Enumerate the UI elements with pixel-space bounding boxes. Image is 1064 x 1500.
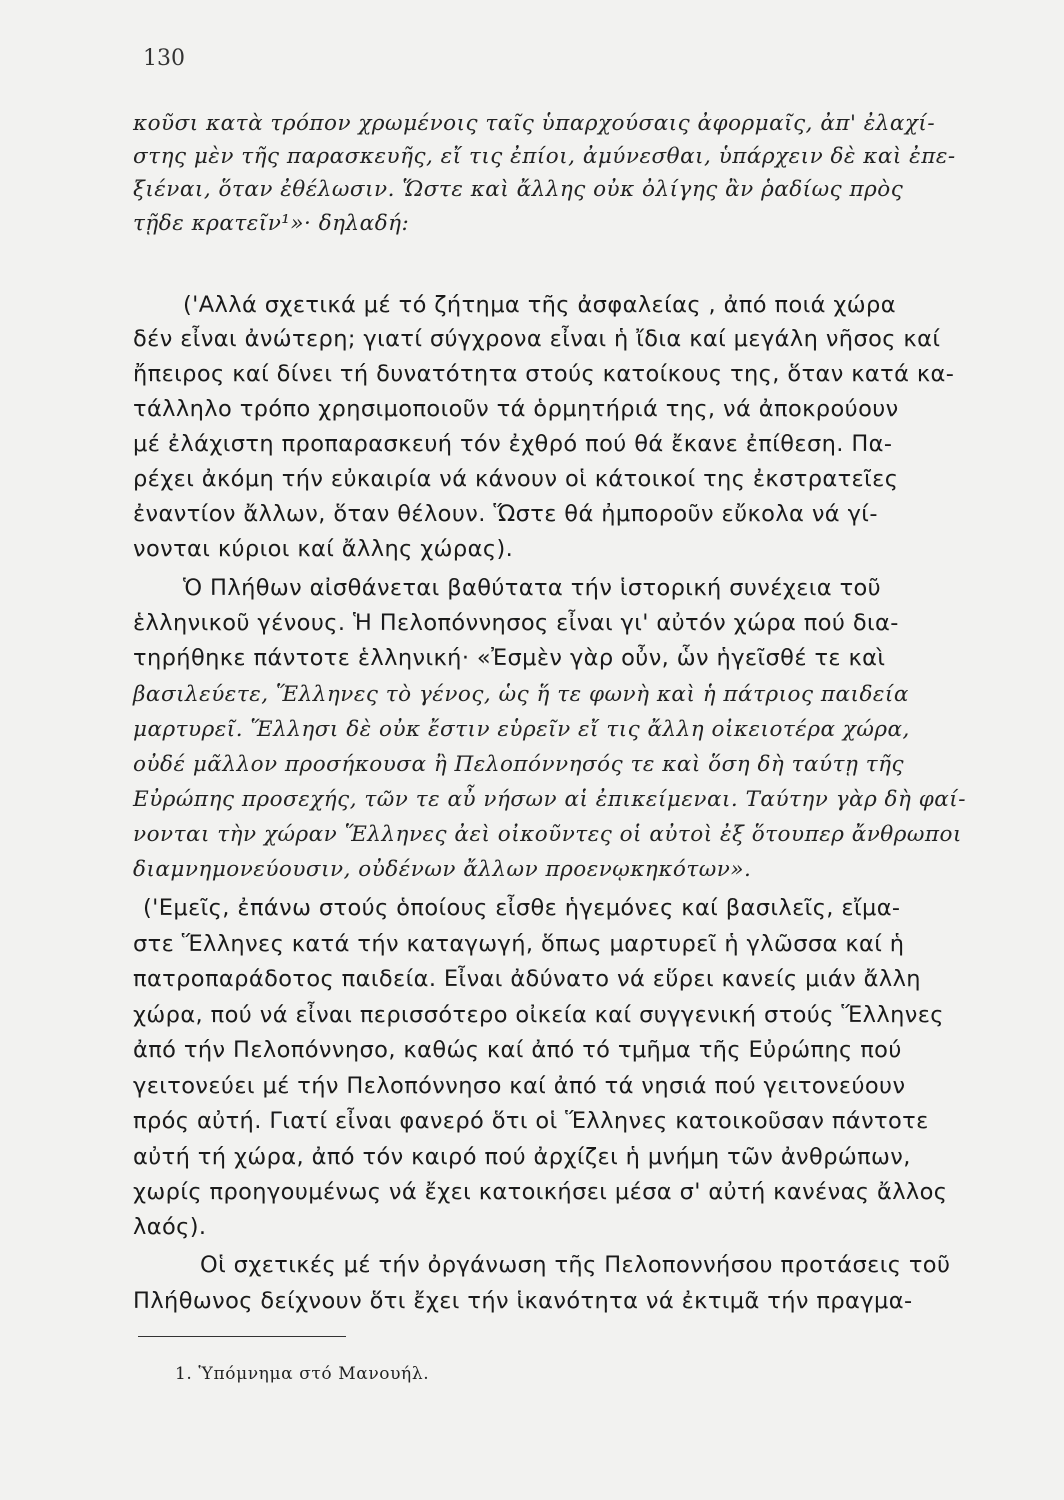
text-line: ἐναντίον ἄλλων, ὅταν θέλουν. Ὥστε θά ἠμποροῦν εὔκολα νά γί- [133,501,878,527]
text-line: Ὁ Πλήθων αἰσθάνεται βαθύτατα τήν ἱστορική συνέχεια τοῦ [183,575,882,601]
text-line: τῇδε κρατεῖν¹»· δηλαδή: [133,211,410,236]
text-line: μέ ἐλάχιστη προπαρασκευή τόν ἐχθρό πού θά ἔκανε ἐπίθεση. Πα- [133,431,893,457]
text-line: στε Ἕλληνες κατά τήν καταγωγή, ὅπως μαρτυρεῖ ἡ γλῶσσα καί ἡ [133,931,905,957]
text-line: ('Αλλά σχετικά μέ τό ζήτημα τῆς ἀσφαλείας , ἀπό ποιά χώρα [183,292,896,318]
text-line: Οἱ σχετικές μέ τήν ὀργάνωση τῆς Πελοποννήσου προτάσεις τοῦ [200,1252,951,1278]
text-line: χωρίς προηγουμένως νά ἔχει κατοικήσει μέσα σ' αὐτή κανένας ἄλλος [133,1179,948,1205]
text-line: οὐδέ μᾶλλον προσήκουσα ἢ Πελοπόννησός τε καὶ ὅση δὴ ταύτῃ τῆς [133,752,905,777]
text-line: ρέχει ἀκόμη τήν εὐκαιρία νά κάνουν οἱ κάτοικοί της ἐκστρατεῖες [133,466,899,492]
text-line: αὐτή τή χώρα, ἀπό τόν καιρό πού ἀρχίζει ἡ μνήμη τῶν ἀνθρώπων, [133,1144,911,1170]
text-line: Πλήθωνος δείχνουν ὅτι ἔχει τήν ἱκανότητα νά ἐκτιμᾶ τήν πραγμα- [133,1288,913,1314]
text-line: πρός αὐτή. Γιατί εἶναι φανερό ὅτι οἱ Ἕλληνες κατοικοῦσαν πάντοτε [133,1108,929,1134]
text-line: λαός). [133,1214,207,1240]
text-line: νονται κύριοι καί ἄλλης χώρας). [133,536,514,562]
page-number: 130 [143,46,185,71]
text-line: κοῦσι κατὰ τρόπον χρωμένοις ταῖς ὑπαρχούσαις ἀφορμαῖς, ἀπ' ἐλαχί- [133,111,936,136]
text-line: Εὐρώπης προσεχής, τῶν τε αὖ νήσων αἱ ἐπικείμεναι. Ταύτην γὰρ δὴ φαί- [133,787,966,812]
text-line: βασιλεύετε, Ἕλληνες τὸ γένος, ὡς ἥ τε φωνὴ καὶ ἡ πάτριος παιδεία [133,682,909,707]
text-line: γειτονεύει μέ τήν Πελοπόννησο καί ἀπό τά νησιά πού γειτονεύουν [133,1073,906,1099]
text-line: ἑλληνικοῦ γένους. Ἡ Πελοπόννησος εἶναι γι' αὐτόν χώρα πού δια- [133,610,899,636]
text-line: διαμνημονεύουσιν, οὐδένων ἄλλων προενῳκηκότων». [133,857,752,882]
text-line: δέν εἶναι ἀνώτερη; γιατί σύγχρονα εἶναι ἡ ἴδια καί μεγάλη νῆσος καί [133,326,941,352]
text-line: μαρτυρεῖ. Ἕλλησι δὲ οὐκ ἔστιν εὑρεῖν εἴ τις ἄλλη οἰκειοτέρα χώρα, [133,717,910,742]
text-line: τηρήθηκε πάντοτε ἑλληνική· «Ἐσμὲν γὰρ οὖν, ὧν ἡγεῖσθέ τε καὶ [133,645,886,671]
text-line: νονται τὴν χώραν Ἕλληνες ἀεὶ οἰκοῦντες οἱ αὐτοὶ ἐξ ὅτουπερ ἄνθρωποι [133,822,962,847]
text-line: ἤπειρος καί δίνει τή δυνατότητα στούς κατοίκους της, ὅταν κατά κα- [133,361,955,387]
text-line: ('Εμεῖς, ἐπάνω στούς ὁποίους εἶσθε ἡγεμόνες καί βασιλεῖς, εἴμα- [143,895,901,921]
footnote-divider [138,1336,346,1337]
text-line: τάλληλο τρόπο χρησιμοποιοῦν τά ὁρμητήριά της, νά ἀποκρούουν [133,396,899,422]
text-line: στης μὲν τῆς παρασκευῆς, εἴ τις ἐπίοι, ἀμύνεσθαι, ὑπάρχειν δὲ καὶ ἐπε- [133,144,956,169]
text-line: ἀπό τήν Πελοπόννησο, καθώς καί ἀπό τό τμῆμα τῆς Εὐρώπης πού [133,1037,902,1063]
footnote: 1. Ὑπόμνημα στό Μανουήλ. [175,1364,430,1384]
text-line: πατροπαράδοτος παιδεία. Εἶναι ἀδύνατο νά εὕρει κανείς μιάν ἄλλη [133,966,921,992]
text-line: χώρα, πού νά εἶναι περισσότερο οἰκεία καί συγγενική στούς Ἕλληνες [133,1002,944,1028]
text-line: ξιέναι, ὅταν ἐθέλωσιν. Ὥστε καὶ ἄλλης οὐκ ὀλίγης ἂν ῥαδίως πρὸς [133,177,904,202]
